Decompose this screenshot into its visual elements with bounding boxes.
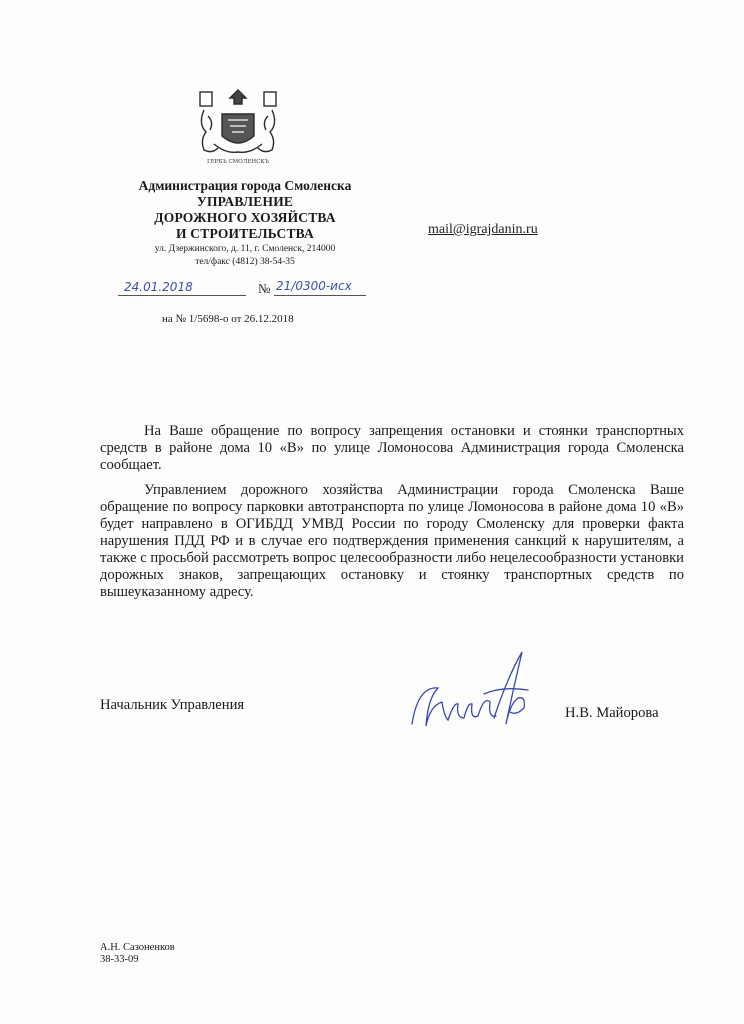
body-paragraph-1: На Ваше обращение по вопросу запрещения остановки и стоянки транспортных средств в районе дома 10 «В» по улице Ломоносова Администрация города Смоленска сообщает. [100, 423, 684, 473]
dept-line-2: ДОРОЖНОГО ХОЗЯЙСТВА [154, 210, 336, 225]
org-name: Администрация города Смоленска [138, 178, 352, 193]
org-phone: тел/факс (4812) 38-54-35 [195, 257, 295, 267]
org-address: ул. Дзержинского, д. 11, г. Смоленск, 214000 [154, 244, 336, 254]
registration-date: 24.01.2018 [124, 280, 193, 294]
organization-header [100, 178, 390, 268]
executor-name: А.Н. Сазоненков [100, 942, 175, 953]
letter-body [100, 423, 684, 609]
number-label: № [258, 281, 271, 296]
number-underline [274, 295, 366, 296]
dept-line-1: УПРАВЛЕНИЕ [196, 194, 294, 209]
executor-info [100, 942, 175, 966]
registration-line [118, 279, 368, 300]
handwritten-signature [398, 646, 548, 746]
reference-line: на № 1/5698-о от 26.12.2018 [162, 313, 294, 325]
signatory-name: Н.В. Майорова [565, 705, 659, 721]
executor-phone: 38-33-09 [100, 954, 139, 965]
signatory-title: Начальник Управления [100, 697, 245, 713]
registration-number: 21/0300-исх [276, 279, 352, 293]
body-paragraph-2: Управлением дорожного хозяйства Администрации города Смоленска Ваше обращение по вопросу парковки автотранспорта по улице Ломоносова в районе дома 10 «В» будет направлено в ОГИБДД УМВД России по городу Смоленску для проверки факта нарушения ПДД РФ и в случае его подтверждения применения санкций к нарушителям, а также с просьбой рассмотреть вопрос целесообразности либо нецелесообразности установки дорожных знаков, запрещающих остановку и стоянку транспортных средств по вышеуказанному адресу. [100, 482, 684, 600]
svg-text:ГЕРБЪ СМОЛЕНСКЪ: ГЕРБЪ СМОЛЕНСКЪ [206, 159, 270, 165]
city-crest-logo [196, 88, 280, 166]
recipient-email-link[interactable]: mail@igrajdanin.ru [428, 222, 538, 237]
dept-line-3: И СТРОИТЕЛЬСТВА [176, 226, 314, 241]
date-underline [118, 295, 246, 296]
